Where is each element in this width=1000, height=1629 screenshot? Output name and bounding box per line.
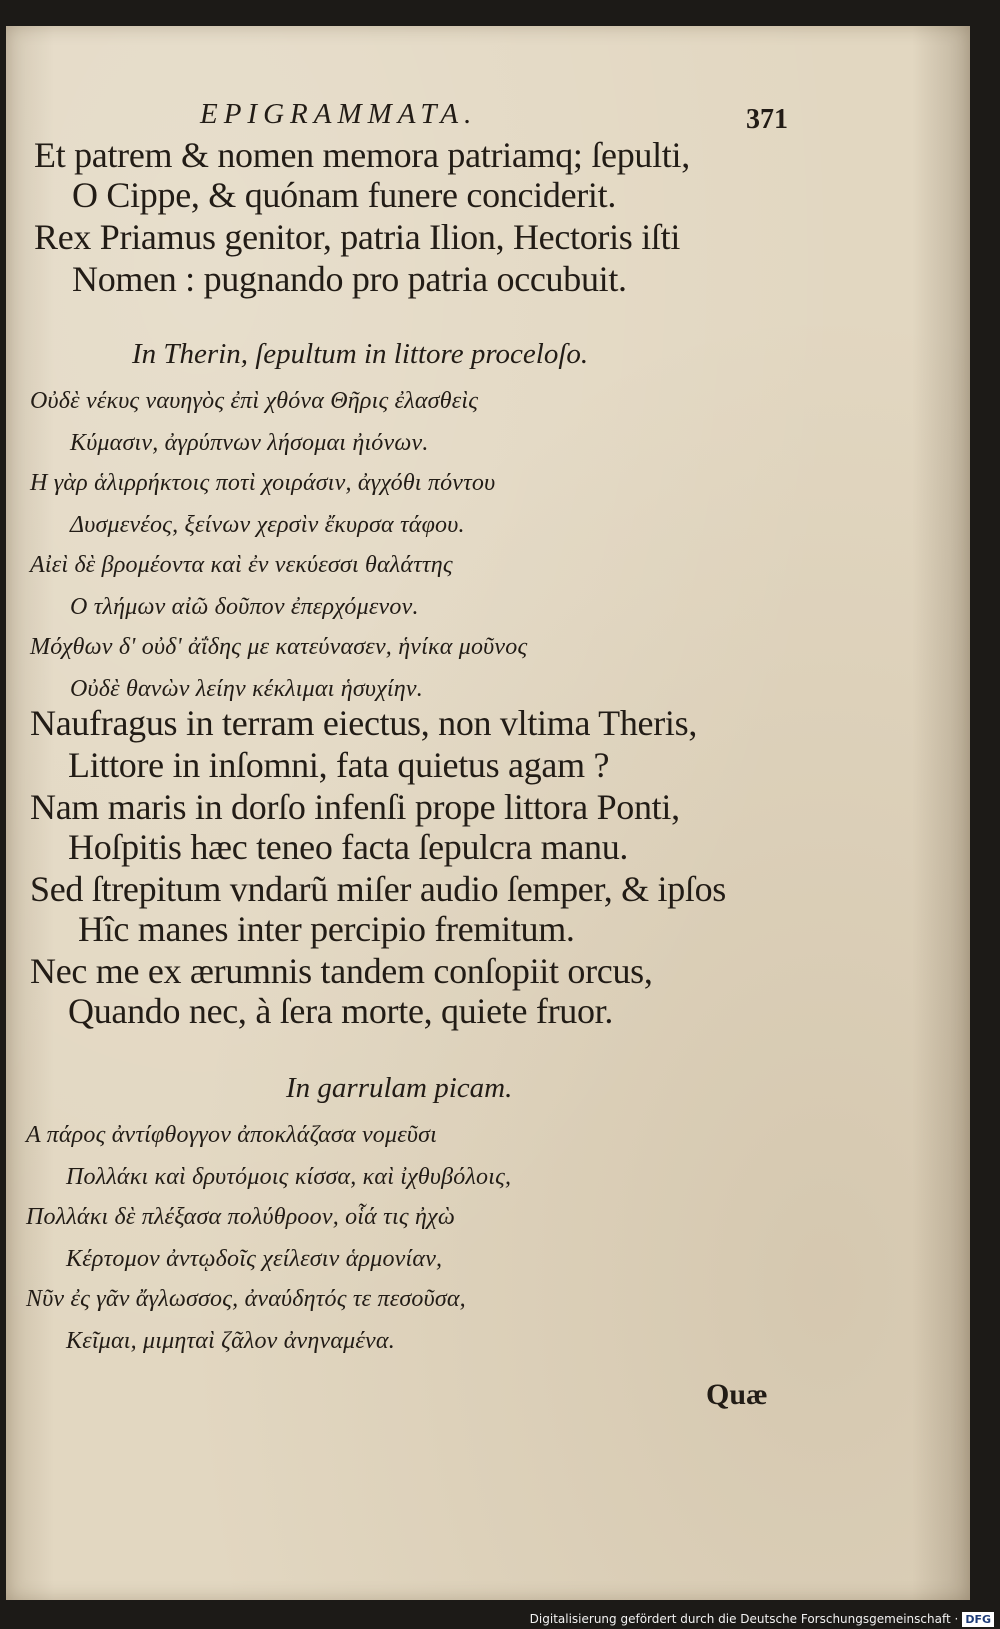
poem2-latin-line: Sed ſtrepitum vndarũ miſer audio ſemper, & ipſos (30, 869, 727, 909)
poem1-line: O Cippe, & quónam funere conciderit. (72, 175, 617, 215)
poem3-greek-line: Πολλάκι δὲ πλέξασα πολύθροον, οἷά τις ἠχὼ (26, 1204, 455, 1230)
poem1-line: Nomen : pugnando pro patria occubuit. (72, 259, 627, 299)
book-page (6, 26, 970, 1600)
poem2-latin-line: Littore in inſomni, fata quietus agam ? (68, 745, 610, 785)
poem2-greek-line: Η γὰρ ἁλιρρήκτοις ποτὶ χοιράσιν, ἀγχόθι πόντου (30, 470, 496, 496)
catchword: Quæ (706, 1378, 768, 1411)
poem2-latin-line: Naufragus in terram eiectus, non vltima Theris, (30, 703, 698, 743)
poem3-heading: In garrulam picam. (286, 1072, 513, 1104)
poem3-greek-line: Νῦν ἐς γᾶν ἄγλωσσος, ἀναύδητός τε πεσοῦσα, (26, 1286, 466, 1312)
poem2-latin-line: Hîc manes inter percipio fremitum. (78, 909, 575, 949)
poem3-greek-line: Κεῖμαι, μιμηταὶ ζᾶλον ἀνηναμένα. (66, 1328, 395, 1354)
poem2-heading: In Therin, ſepultum in littore proceloſo. (132, 338, 589, 370)
poem2-greek-line: Οὐδὲ νέκυς ναυηγὸς ἐπὶ χθόνα Θῆρις ἐλασθεὶς (30, 388, 479, 414)
poem1-line: Et patrem & nomen memora patriamq; ſepulti, (34, 135, 690, 175)
dfg-logo: DFG (962, 1612, 994, 1627)
credit-text: Digitalisierung gefördert durch die Deutsche Forschungsgemeinschaft · (529, 1612, 959, 1626)
digitization-credit (530, 1610, 994, 1628)
poem2-greek-line: Οὐδὲ θανὼν λείην κέκλιμαι ἡσυχίην. (70, 676, 423, 702)
page-number: 371 (746, 104, 788, 135)
poem1-line: Rex Priamus genitor, patria Ilion, Hectoris iſti (34, 217, 681, 257)
poem2-greek-line: Αἰεὶ δὲ βρομέοντα καὶ ἐν νεκύεσσι θαλάττης (30, 552, 453, 578)
poem2-latin-line: Hoſpitis hæc teneo facta ſepulcra manu. (68, 827, 629, 867)
poem2-greek-line: Ο τλήμων αἰῶ δοῦπον ἐπερχόμενον. (70, 594, 419, 620)
poem2-latin-line: Quando nec, à ſera morte, quiete fruor. (68, 991, 614, 1031)
page-text (6, 26, 970, 1600)
running-head: EPIGRAMMATA. (200, 98, 478, 130)
poem3-greek-line: Κέρτομον ἀντῳδοῖς χείλεσιν ἁρμονίαν, (66, 1246, 443, 1272)
poem2-greek-line: Μόχθων δ' οὐδ' ἀΐδης με κατεύνασεν, ἡνίκα μοῦνος (30, 634, 528, 660)
poem2-latin-line: Nam maris in dorſo infenſi prope littora Ponti, (30, 787, 680, 827)
poem3-greek-line: Πολλάκι καὶ δρυτόμοις κίσσα, καὶ ἰχθυβόλοις, (66, 1164, 512, 1190)
poem2-greek-line: Κύμασιν, ἀγρύπνων λήσομαι ἠιόνων. (70, 430, 429, 456)
poem3-greek-line: Α πάρος ἀντίφθογγον ἀποκλάζασα νομεῦσι (26, 1122, 438, 1148)
poem2-latin-line: Nec me ex ærumnis tandem conſopiit orcus, (30, 951, 653, 991)
poem2-greek-line: Δυσμενέος, ξείνων χερσὶν ἔκυρσα τάφου. (70, 512, 465, 538)
